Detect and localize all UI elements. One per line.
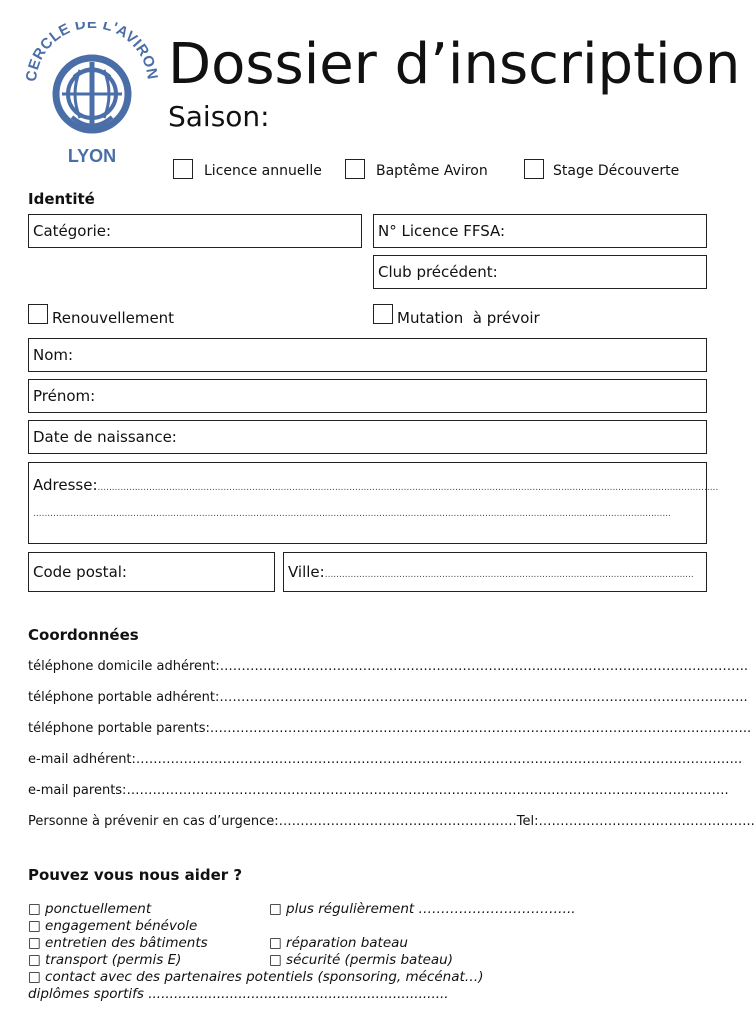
urgence-tel-label: Tel: — [516, 814, 539, 829]
email-parents-line[interactable]: e-mail parents:…………………………………………………………………………………………………………………………. — [28, 783, 729, 798]
email-parents-label: e-mail parents: — [28, 783, 127, 798]
bapteme-aviron-label: Baptême Aviron — [376, 163, 488, 179]
club-precedent-label: Club précédent: — [378, 263, 498, 281]
aide-heading: Pouvez vous nous aider ? — [28, 866, 243, 884]
mutation-checkbox[interactable] — [373, 304, 393, 324]
categorie-field[interactable] — [28, 214, 362, 248]
logo-text-bottom: LYON — [67, 146, 117, 166]
ville-field[interactable] — [283, 552, 707, 592]
page-title: Dossier d’inscription — [168, 32, 741, 97]
stage-decouverte-label: Stage Découverte — [553, 163, 680, 179]
adresse-dotted-line-2: ............................................................................................................................................................................................................................... — [33, 509, 671, 519]
nom-field[interactable] — [28, 338, 707, 372]
aide-contact-partenaires[interactable]: □ contact avec des partenaires potentiels (sponsoring, mécénat…) — [28, 969, 484, 985]
bapteme-aviron-checkbox[interactable] — [345, 159, 365, 179]
aide-diplomes-sportifs[interactable]: diplômes sportifs ...................................................................... — [28, 986, 449, 1002]
coordonnees-heading: Coordonnées — [28, 626, 139, 644]
licence-ffsa-field[interactable] — [373, 214, 707, 248]
aide-engagement-benevole[interactable]: □ engagement bénévole — [28, 918, 198, 934]
code-postal-field[interactable] — [28, 552, 275, 592]
naissance-label: Date de naissance: — [33, 428, 177, 446]
adresse-label: Adresse: — [33, 476, 98, 494]
licence-ffsa-label: N° Licence FFSA: — [378, 222, 506, 240]
naissance-field[interactable] — [28, 420, 707, 454]
prenom-label: Prénom: — [33, 387, 96, 405]
urgence-label: Personne à prévenir en cas d’urgence: — [28, 814, 279, 829]
tel-portable-parents-label: téléphone portable parents: — [28, 721, 210, 736]
renouvellement-label: Renouvellement — [52, 309, 175, 327]
club-precedent-field[interactable] — [373, 255, 707, 289]
email-adherent-line[interactable]: e-mail adhérent:………………………………………………………………………………………………………………………….. — [28, 752, 743, 767]
prenom-field[interactable] — [28, 379, 707, 413]
stage-decouverte-checkbox[interactable] — [524, 159, 544, 179]
aide-entretien-batiments[interactable]: □ entretien des bâtiments — [28, 935, 208, 951]
ville-dotted-line: ................................................................................................................................. — [324, 570, 694, 580]
mutation-label: Mutation à prévoir — [397, 309, 540, 327]
aide-reparation-bateau[interactable]: □ réparation bateau — [269, 935, 408, 951]
nom-label: Nom: — [33, 346, 74, 364]
tel-domicile-line[interactable]: téléphone domicile adhérent:………………………………………………………………………………………………………….. — [28, 659, 748, 674]
aide-ponctuellement[interactable]: □ ponctuellement — [28, 901, 152, 917]
aide-transport[interactable]: □ transport (permis E) — [28, 952, 182, 968]
categorie-label: Catégorie: — [33, 222, 112, 240]
tel-portable-adherent-label: téléphone portable adhérent: — [28, 690, 220, 705]
email-adherent-label: e-mail adhérent: — [28, 752, 136, 767]
urgence-line[interactable]: Personne à prévenir en cas d’urgence:……………………………………………….Tel:………………………………………….. — [28, 814, 755, 829]
ville-label: Ville: — [288, 563, 325, 581]
adresse-field[interactable] — [28, 462, 719, 544]
identite-heading: Identité — [28, 190, 95, 208]
aide-securite[interactable]: □ sécurité (permis bateau) — [269, 952, 454, 968]
adresse-dotted-line: ......................................................................................................................................................................................................................... — [97, 483, 719, 493]
logo-text-top: CERCLE DE L'AVIRON — [22, 22, 161, 83]
aide-plus-regulierement[interactable]: □ plus régulièrement …………………………….. — [269, 901, 576, 917]
tel-domicile-label: téléphone domicile adhérent: — [28, 659, 220, 674]
tel-portable-parents-line[interactable]: téléphone portable parents:…………………………………………………………………………………………………………….. — [28, 721, 752, 736]
licence-annuelle-checkbox[interactable] — [173, 159, 193, 179]
code-postal-label: Code postal: — [33, 563, 127, 581]
licence-annuelle-label: Licence annuelle — [204, 163, 322, 179]
renouvellement-checkbox[interactable] — [28, 304, 48, 324]
season-label: Saison: — [168, 100, 270, 133]
tel-portable-adherent-line[interactable]: téléphone portable adhérent:………………………………………………………………………………………………………….. — [28, 690, 748, 705]
club-logo — [22, 22, 162, 170]
